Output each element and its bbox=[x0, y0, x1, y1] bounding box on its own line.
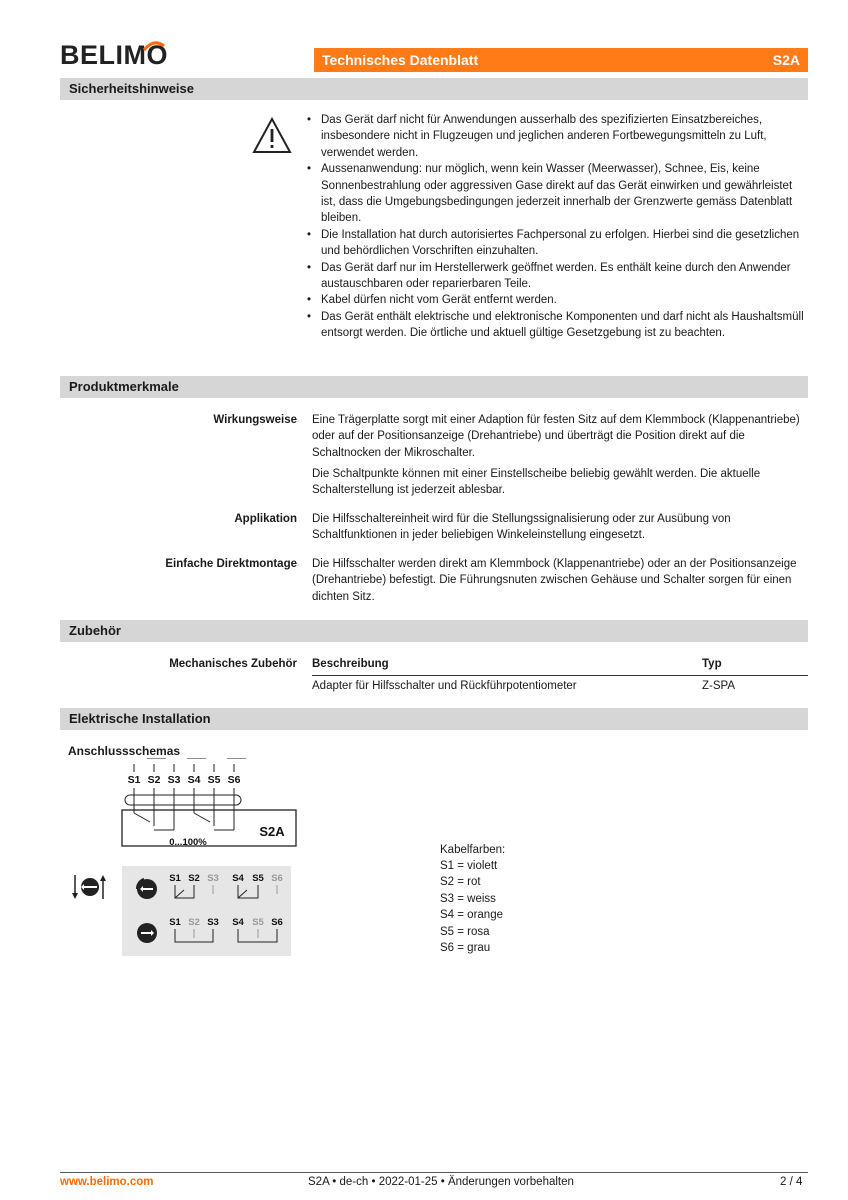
box-label: S2A bbox=[259, 824, 285, 839]
list-item: • Das Gerät enthält elektrische und elektronische Komponenten und darf nicht als Haushaltsmüll entsorgt werden. Die örtliche und aktuell gültige Gesetzgebung ist zu beachten. bbox=[305, 309, 810, 342]
doc-title-bar bbox=[314, 48, 808, 72]
cable-colors-title: Kabelfarben: bbox=[440, 844, 506, 856]
rotation-direction-icon bbox=[70, 872, 106, 902]
footer-meta: S2A • de-ch • 2022-01-25 • Änderungen vorbehalten bbox=[308, 1176, 574, 1188]
svg-text:S2: S2 bbox=[188, 917, 200, 928]
page-number: 2 / 4 bbox=[780, 1176, 803, 1188]
montage-label: Einfache Direktmontage bbox=[165, 558, 297, 570]
section-features: Produktmerkmale bbox=[60, 376, 808, 398]
col-header-type: Typ bbox=[702, 658, 722, 670]
wirkung-text-1: Eine Trägerplatte sorgt mit einer Adaption für festen Sitz auf dem Klemmbock (Klappenantriebe) oder auf der Positionsanzeige (Drehantriebe) und überträgt die Position direkt auf die Schaltnocken der Mikroschalter. bbox=[312, 414, 800, 459]
svg-text:S5: S5 bbox=[252, 873, 264, 884]
list-item: • Kabel dürfen nicht vom Gerät entfernt werden. bbox=[305, 292, 810, 308]
safety-list bbox=[305, 112, 810, 342]
schema-title: Anschlussschemas bbox=[68, 744, 181, 758]
logo-swoosh-icon bbox=[142, 40, 166, 52]
section-electrical: Elektrische Installation bbox=[60, 708, 808, 730]
svg-text:S4: S4 bbox=[232, 917, 244, 928]
range-label: 0...100% bbox=[169, 837, 207, 848]
cable-color-item: S6 = grau bbox=[440, 942, 491, 954]
list-item: • Das Gerät darf nur im Herstellerwerk geöffnet werden. Es enthält keine durch den Anwender austauschbaren oder reparierbaren Teile. bbox=[305, 260, 810, 293]
switch-label: S2 bbox=[147, 774, 161, 786]
svg-text:S3: S3 bbox=[207, 917, 219, 928]
list-item: • Aussenanwendung: nur möglich, wenn kein Wasser (Meerwasser), Schnee, Eis, keine Sonnenbestrahlung oder aggressiven Gase direkt auf das Gerät einwirken und gewährleistet ist, dass die Umgebungsbedingungen jederzeit innerhalb der Grenzwerte gemäss Datenblatt bleiben. bbox=[305, 161, 810, 227]
warning-icon bbox=[252, 116, 292, 156]
svg-text:S1: S1 bbox=[169, 917, 181, 928]
svg-text:S6: S6 bbox=[271, 873, 283, 884]
cable-color-item: S1 = violett bbox=[440, 860, 498, 872]
table-cell-type: Z-SPA bbox=[702, 680, 736, 692]
switch-state-diagram bbox=[122, 866, 291, 956]
wiring-diagram bbox=[110, 758, 310, 858]
list-item: • Das Gerät darf nicht für Anwendungen ausserhalb des spezifizierten Einsatzbereiches, insbesondere nicht in Flugzeugen und jeglichen anderen Fortbewegungsmitteln zu Luft, verwendet werden. bbox=[305, 112, 810, 161]
montage-text: Die Hilfsschalter werden direkt am Klemmbock (Klappenantriebe) oder an der Positionsanzeige (Drehantriebe) befestigt. Die Führungsnuten zwischen Gehäuse und Schalter sorgen für einen dichten Sitz. bbox=[312, 558, 797, 603]
cable-color-item: S4 = orange bbox=[440, 909, 503, 921]
belimo-logo bbox=[60, 40, 170, 74]
table-divider bbox=[312, 675, 808, 676]
switch-label: S4 bbox=[187, 774, 201, 786]
cable-color-item: S2 = rot bbox=[440, 876, 481, 888]
applikation-text: Die Hilfsschaltereinheit wird für die Stellungssignalisierung oder zur Ausübung von Schaltfunktionen in jeder beliebigen Winkeleinstellung eingesetzt. bbox=[312, 513, 731, 542]
svg-text:S1: S1 bbox=[169, 873, 181, 884]
switch-label: S3 bbox=[167, 774, 181, 786]
svg-text:S3: S3 bbox=[207, 873, 219, 884]
doc-title: Technisches Datenblatt bbox=[322, 52, 479, 68]
product-code: S2A bbox=[772, 52, 800, 68]
switch-label: S6 bbox=[227, 774, 241, 786]
section-safety: Sicherheitshinweise bbox=[60, 78, 808, 100]
switch-label: S5 bbox=[207, 774, 221, 786]
svg-text:S2: S2 bbox=[188, 873, 200, 884]
svg-text:S4: S4 bbox=[232, 873, 244, 884]
accessories-label: Mechanisches Zubehör bbox=[169, 658, 297, 670]
switch-label: S1 bbox=[127, 774, 141, 786]
footer-url-link[interactable]: www.belimo.com bbox=[60, 1176, 154, 1188]
cable-color-item: S5 = rosa bbox=[440, 926, 490, 938]
cable-color-item: S3 = weiss bbox=[440, 893, 496, 905]
svg-text:S5: S5 bbox=[252, 917, 264, 928]
applikation-label: Applikation bbox=[234, 513, 297, 525]
wirkung-text-2: Die Schaltpunkte können mit einer Einstellscheibe beliebig gewählt werden. Die aktuelle Schalterstellung ist jederzeit ablesbar. bbox=[312, 468, 761, 497]
wirkung-label: Wirkungsweise bbox=[213, 414, 297, 426]
brand-name: BELIMO bbox=[60, 40, 168, 70]
col-header-description: Beschreibung bbox=[312, 658, 389, 670]
table-cell-description: Adapter für Hilfsschalter und Rückführpotentiometer bbox=[312, 680, 577, 692]
list-item: • Die Installation hat durch autorisiertes Fachpersonal zu erfolgen. Hierbei sind die gesetzlichen und behördlichen Vorschriften einzuhalten. bbox=[305, 227, 810, 260]
section-accessories: Zubehör bbox=[60, 620, 808, 642]
footer-divider bbox=[60, 1172, 808, 1173]
svg-text:S6: S6 bbox=[271, 917, 283, 928]
